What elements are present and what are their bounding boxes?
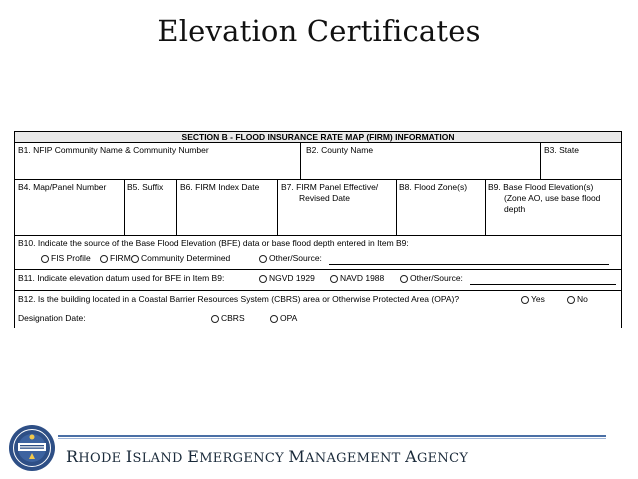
divider [300,143,301,179]
field-b2-label: B2. County Name [306,145,374,155]
b10-option-other-source[interactable]: Other/Source: [259,254,322,264]
riema-seal-logo [8,424,56,472]
radio-icon [100,255,108,263]
form-frame [14,143,622,328]
b10-other-source-line [329,264,609,265]
b10-question: B10. Indicate the source of the Base Flood Elevation (BFE) data or base flood depth entered in Item B9: [18,238,409,248]
radio-icon [270,315,278,323]
b10-option-community-determined[interactable]: Community Determined [131,254,230,264]
divider [15,290,621,291]
b11-option-navd-1988[interactable]: NAVD 1988 [330,274,384,284]
divider [124,179,125,235]
b12-option-yes[interactable]: Yes [521,295,545,305]
radio-icon [521,296,529,304]
b10-option-fis-profile[interactable]: FIS Profile [41,254,91,264]
radio-icon [41,255,49,263]
designation-option-cbrs[interactable]: CBRS [211,314,245,324]
b11-option-other-source[interactable]: Other/Source: [400,274,463,284]
slide-title: Elevation Certificates [157,14,481,48]
field-b3-label: B3. State [544,145,579,155]
divider [176,179,177,235]
field-b7-label-line2: Revised Date [299,193,351,203]
divider [15,269,621,270]
field-b7-label-line1: B7. FIRM Panel Effective/ [281,182,379,192]
field-b9-label-line3: depth [504,204,526,214]
b12-question: B12. Is the building located in a Coastal Barrier Resources System (CBRS) area or Otherwise Protected Area (OPA)? [18,294,460,304]
b10-option-firm[interactable]: FIRM [100,254,131,264]
b11-question: B11. Indicate elevation datum used for BFE in Item B9: [18,273,225,283]
radio-icon [259,275,267,283]
divider [277,179,278,235]
footer-rule [58,435,606,437]
radio-icon [330,275,338,283]
b11-option-ngvd-1929[interactable]: NGVD 1929 [259,274,315,284]
divider [396,179,397,235]
section-header: SECTION B - FLOOD INSURANCE RATE MAP (FIRM) INFORMATION [14,131,622,143]
field-b1-label: B1. NFIP Community Name & Community Number [18,145,209,155]
field-b9-label-line1: B9. Base Flood Elevation(s) [488,182,594,192]
radio-icon [259,255,267,263]
divider [540,143,541,179]
radio-icon [567,296,575,304]
designation-date-label: Designation Date: [18,313,86,323]
divider [15,179,621,180]
b12-option-no[interactable]: No [567,295,588,305]
field-b9-label-line2: (Zone AO, use base flood [504,193,601,203]
radio-icon [400,275,408,283]
divider [485,179,486,235]
designation-option-opa[interactable]: OPA [270,314,297,324]
field-b6-label: B6. FIRM Index Date [180,182,260,192]
radio-icon [211,315,219,323]
agency-name: RHODE ISLAND EMERGENCY MANAGEMENT AGENCY [66,447,469,466]
field-b5-label: B5. Suffix [127,182,164,192]
field-b8-label: B8. Flood Zone(s) [399,182,468,192]
divider [15,235,621,236]
field-b4-label: B4. Map/Panel Number [18,182,107,192]
footer-rule-thin [58,438,606,439]
section-b-form [14,131,622,328]
radio-icon [131,255,139,263]
b11-other-source-line [470,284,616,285]
